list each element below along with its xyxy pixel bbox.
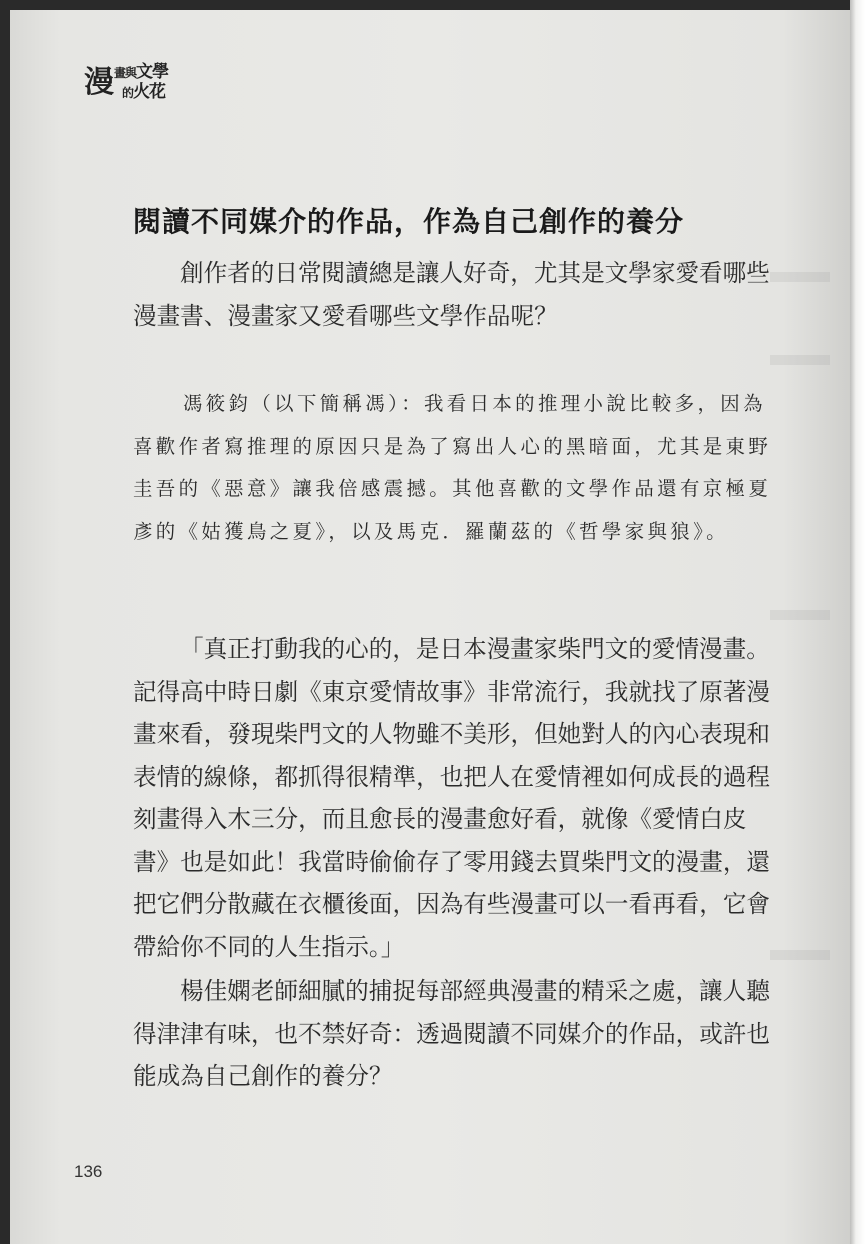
page-edge bbox=[850, 0, 865, 1244]
bleed-through-mark bbox=[770, 950, 830, 960]
bleed-through-mark bbox=[770, 610, 830, 620]
logo-top-a: 畫 bbox=[114, 66, 126, 80]
logo-top-b: 與 bbox=[125, 66, 137, 80]
logo-top-c: 文學 bbox=[136, 62, 169, 82]
logo-bottom-a: 的 bbox=[122, 86, 134, 100]
quote-paragraph: 「真正打動我的心的，是日本漫畫家柴門文的愛情漫畫。記得高中時日劇《東京愛情故事》非常流行，我就找了原著漫畫來看，發現柴門文的人物雖不美形，但她對人的內心表現和表情的線條，都抓得很精準，也把人在愛情裡如何成長的過程刻畫得入木三分，而且愈長的漫畫愈好看，就像《愛情白皮書》也是如此！我當時偷偷存了零用錢去買柴門文的漫畫，還把它們分散藏在衣櫃後面，因為有些漫畫可以一看再看，它會帶給你不同的人生指示。」 bbox=[133, 635, 771, 961]
logo-character-big: 漫 bbox=[84, 65, 114, 100]
logo-bottom-b: 火花 bbox=[133, 82, 166, 102]
logo-top-line bbox=[114, 64, 168, 81]
intro-paragraph: 創作者的日常閱讀總是讓人好奇，尤其是文學家愛看哪些漫畫書、漫畫家又愛看哪些文學作品呢？ bbox=[133, 259, 770, 330]
logo-bottom-line bbox=[122, 84, 165, 101]
page-number: 136 bbox=[74, 1162, 103, 1181]
closing-paragraph: 楊佳嫻老師細膩的捕捉每部經典漫畫的精采之處，讓人聽得津津有味，也不禁好奇：透過閱讀不同媒介的作品，或許也能成為自己創作的養分？ bbox=[133, 977, 771, 1090]
interview-quote-feng: 馮筱鈞（以下簡稱馮）：我看日本的推理小說比較多，因為喜歡作者寫推理的原因只是為了寫出人心的黑暗面，尤其是東野圭吾的《惡意》讓我倍感震撼。其他喜歡的文學作品還有京極夏彥的《姑獲鳥之夏》，以及馬克．羅蘭茲的《哲學家與狼》。 bbox=[133, 392, 772, 543]
bleed-through-mark bbox=[770, 355, 830, 365]
bleed-through-mark bbox=[770, 272, 830, 282]
section-heading: 閱讀不同媒介的作品，作為自己創作的養分 bbox=[133, 205, 685, 238]
